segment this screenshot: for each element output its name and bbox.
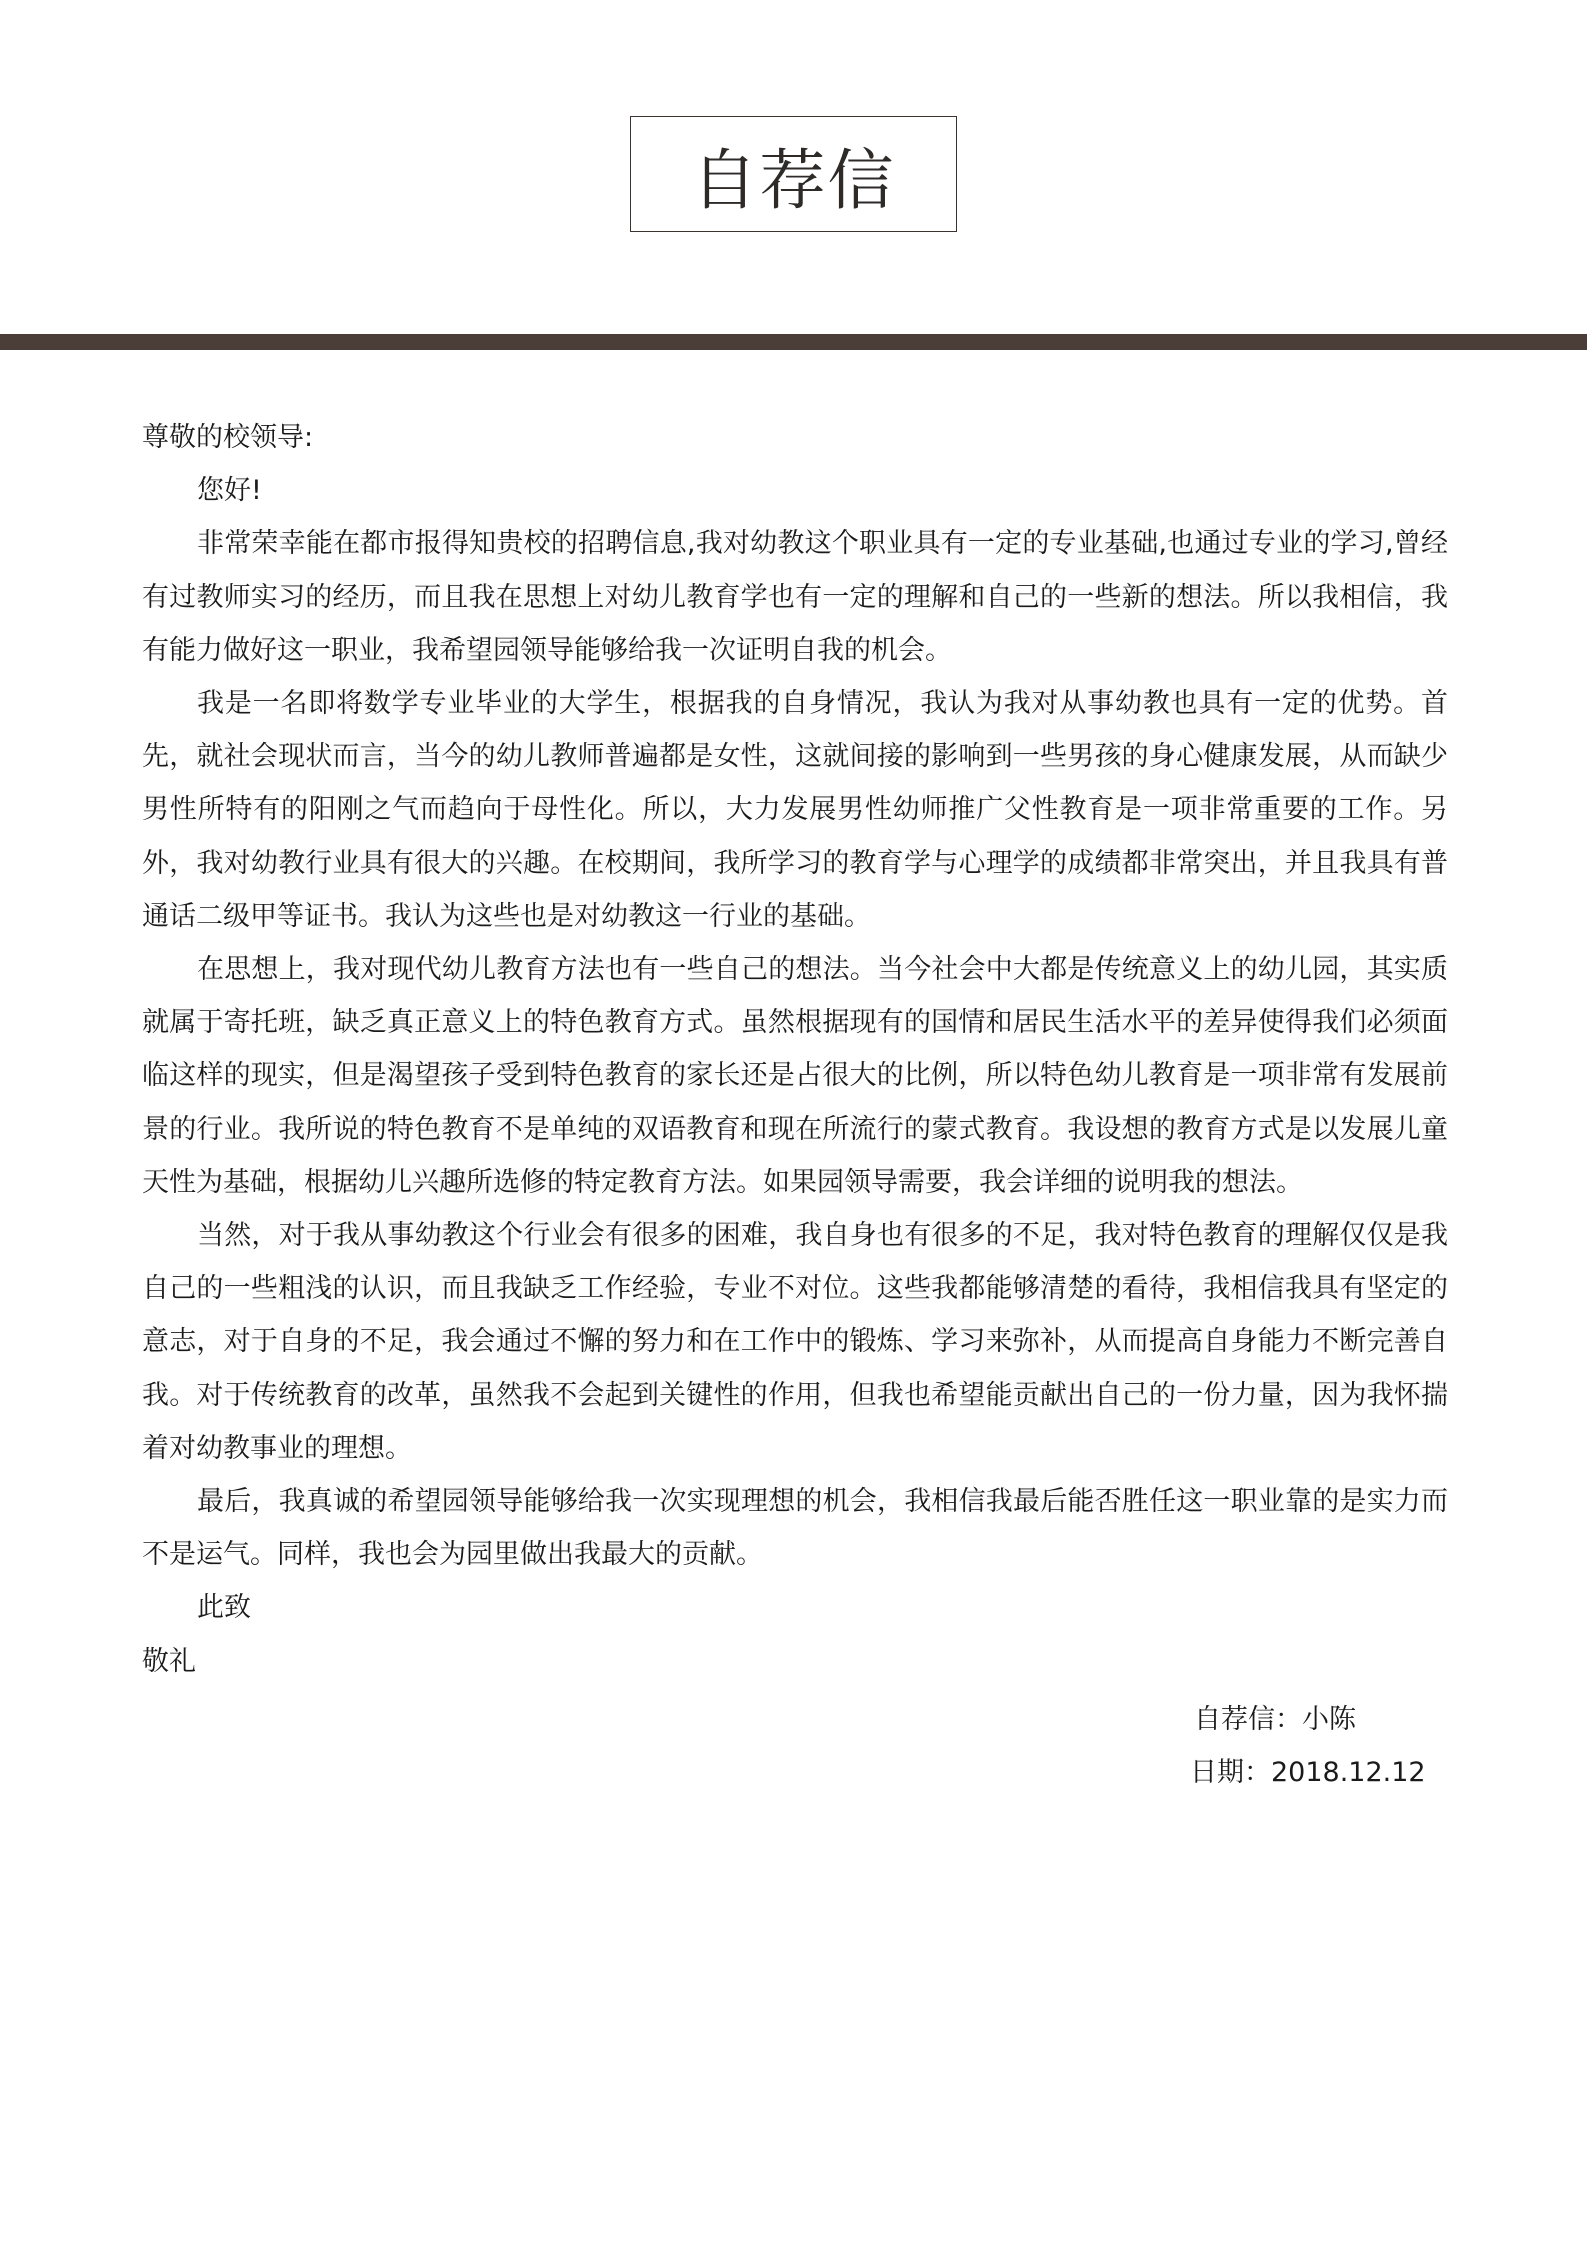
letter-body [142,411,1448,1688]
regards: 敬礼 [142,1645,196,1677]
header-divider-bar [0,334,1587,350]
salutation: 尊敬的校领导: [142,422,314,453]
greeting: 您好! [197,475,262,507]
title-box [630,116,957,232]
paragraph-2: 我是一名即将数学专业毕业的大学生，根据我的自身情况，我认为我对从事幼教也具有一定的优势。首先，就社会现状而言，当今的幼儿教师普遍都是女性，这就间接的影响到一些男孩的身心健康发展，从而缺少男性所特有的阳刚之气而趋向于母性化。所以，大力发展男性幼师推广父性教育是一项非常重要的工作。另外，我对幼教行业具有很大的兴趣。在校期间，我所学习的教育学与心理学的成绩都非常突出，并且我具有普通话二级甲等证书。我认为这些也是对幼教这一行业的基础。 [142,688,1448,932]
page-title: 自荐信 [691,141,896,219]
closing: 此致 [197,1592,251,1624]
paragraph-4: 当然，对于我从事幼教这个行业会有很多的困难，我自身也有很多的不足，我对特色教育的理解仅仅是我自己的一些粗浅的认识，而且我缺乏工作经验，专业不对位。这些我都能够清楚的看待，我相信我具有坚定的意志，对于自身的不足，我会通过不懈的努力和在工作中的锻炼、学习来弥补，从而提高自身能力不断完善自我。对于传统教育的改革，虽然我不会起到关键性的作用，但我也希望能贡献出自己的一份力量，因为我怀揣着对幼教事业的理想。 [142,1220,1448,1464]
signature-date: 日期：2018.12.12 [1190,1757,1426,1788]
paragraph-5: 最后，我真诚的希望园领导能够给我一次实现理想的机会，我相信我最后能否胜任这一职业靠的是实力而不是运气。同样，我也会为园里做出我最大的贡献。 [142,1486,1448,1571]
paragraph-1: 非常荣幸能在都市报得知贵校的招聘信息,我对幼教这个职业具有一定的专业基础,也通过专业的学习,曾经有过教师实习的经历，而且我在思想上对幼儿教育学也有一定的理解和自己的一些新的想法。所以我相信，我有能力做好这一职业，我希望园领导能够给我一次证明自我的机会。 [142,528,1448,666]
signature-author: 自荐信：小陈 [1194,1704,1356,1735]
paragraph-3: 在思想上，我对现代幼儿教育方法也有一些自己的想法。当今社会中大都是传统意义上的幼儿园，其实质就属于寄托班，缺乏真正意义上的特色教育方式。虽然根据现有的国情和居民生活水平的差异使得我们必须面临这样的现实，但是渴望孩子受到特色教育的家长还是占很大的比例，所以特色幼儿教育是一项非常有发展前景的行业。我所说的特色教育不是单纯的双语教育和现在所流行的蒙式教育。我设想的教育方式是以发展儿童天性为基础，根据幼儿兴趣所选修的特定教育方法。如果园领导需要，我会详细的说明我的想法。 [142,954,1448,1198]
